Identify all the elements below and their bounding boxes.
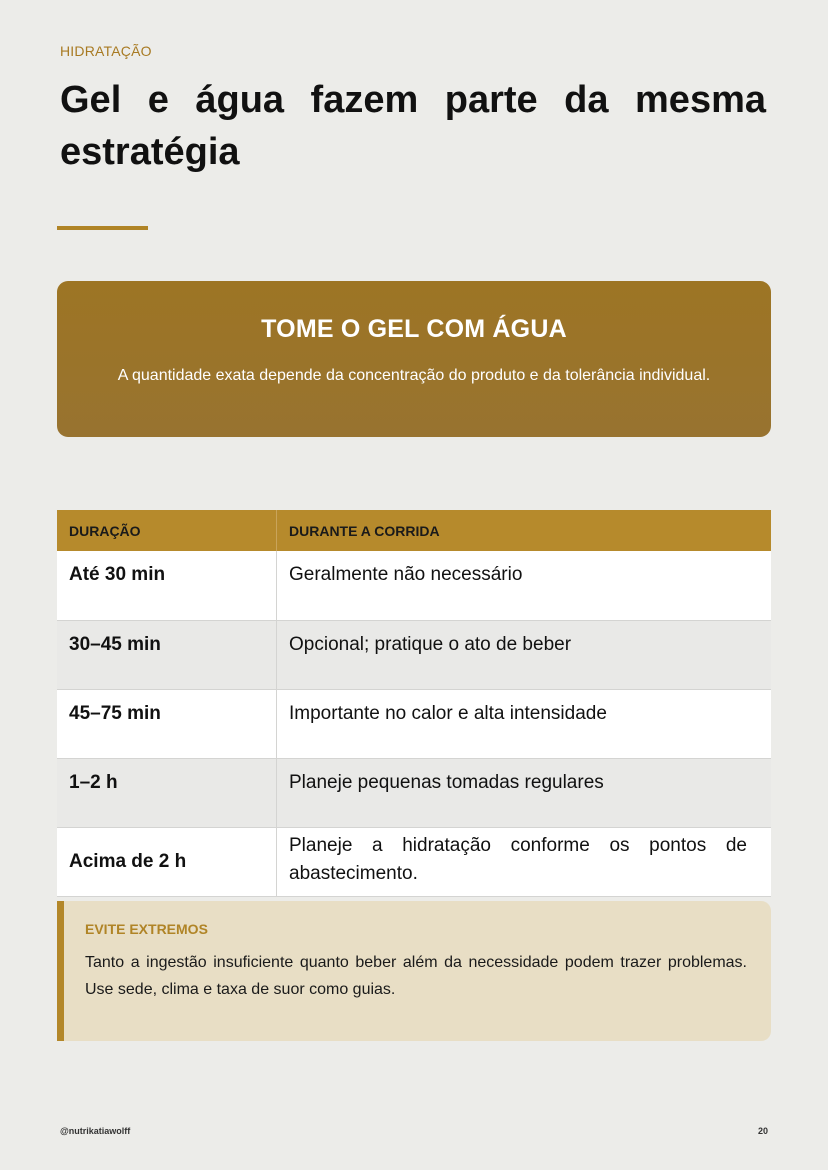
callout-text: A quantidade exata depende da concentração do produto e da tolerância individual.	[117, 367, 711, 384]
warning-note	[57, 901, 771, 1041]
note-title: EVITE EXTREMOS	[85, 921, 208, 937]
callout-title: TOME O GEL COM ÁGUA	[261, 315, 567, 343]
table-row	[57, 620, 771, 689]
page-title: Gel e água fazem parte da mesma estratégia	[60, 79, 766, 173]
row-during: Planeje a hidratação conforme os pontos de abastecimento.	[277, 827, 772, 896]
row-duration: 30–45 min	[57, 620, 277, 689]
table-header-row	[57, 510, 771, 551]
row-duration: Até 30 min	[57, 551, 277, 620]
row-duration: Acima de 2 h	[57, 827, 277, 896]
footer-handle: @nutrikatiawolff	[60, 1126, 131, 1136]
callout-box	[57, 281, 771, 437]
row-during: Planeje pequenas tomadas regulares	[277, 758, 772, 827]
page-number: 20	[757, 1126, 768, 1136]
row-during: Importante no calor e alta intensidade	[277, 689, 772, 758]
table-row	[57, 758, 771, 827]
section-label: HIDRATAÇÃO	[60, 43, 152, 59]
note-text: Tanto a ingestão insuficiente quanto beber além da necessidade podem trazer problemas. Use sede, clima e taxa de suor como guias.	[85, 954, 747, 998]
row-during: Geralmente não necessário	[277, 551, 772, 620]
hydration-table	[57, 510, 771, 897]
title-divider	[57, 226, 148, 230]
table-row	[57, 689, 771, 758]
header-during-run: DURANTE A CORRIDA	[277, 510, 772, 551]
table-row	[57, 827, 771, 896]
row-duration: 45–75 min	[57, 689, 277, 758]
row-duration: 1–2 h	[57, 758, 277, 827]
header-duration: DURAÇÃO	[57, 510, 277, 551]
row-during: Opcional; pratique o ato de beber	[277, 620, 772, 689]
table-row	[57, 551, 771, 620]
